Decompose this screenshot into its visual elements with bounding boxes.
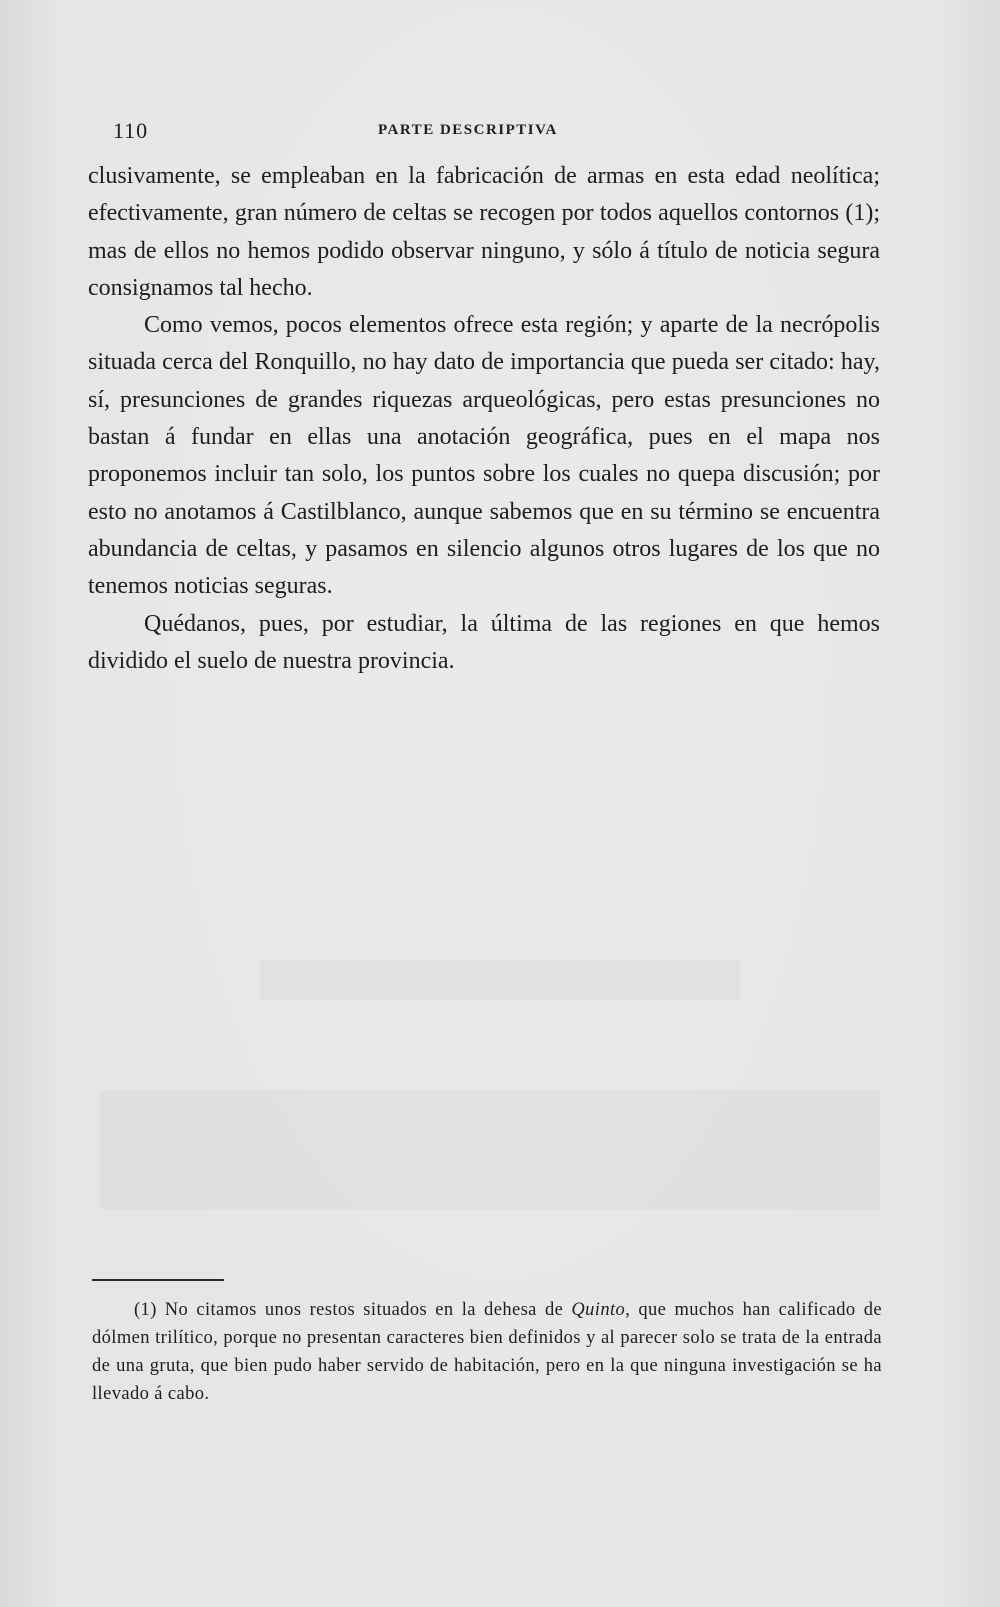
body-text [88, 158, 880, 680]
paragraph: Quédanos, pues, por estudiar, la última de las regiones en que hemos dividido el suelo de nuestra provincia. [88, 610, 880, 674]
paragraph: Como vemos, pocos elementos ofrece esta región; y aparte de la necrópolis situada cerca del Ronquillo, no hay dato de importancia que pueda ser citado: hay, sí, presunciones de grandes riquezas arqueológicas, pero estas presunciones no bastan á fundar en ellas una anotación geográfica, pues en el mapa nos proponemos incluir tan solo, los puntos sobre los cuales no quepa discusión; por esto no anotamos á Castilblanco, aunque sabemos que en su término se encuentra abundancia de celtas, y pasamos en silencio algunos otros lugares de los que no tenemos noticias seguras. [88, 312, 880, 600]
paragraph: clusivamente, se empleaban en la fabricación de armas en esta edad neolítica; efectivamente, gran número de celtas se recogen por todos aquellos contornos (1); mas de ellos no hemos podido observar ninguno, y sólo á título de noticia segura consignamos tal hecho. [88, 163, 880, 301]
footnote-text-start: No citamos unos restos situados en la dehesa de [164, 1300, 572, 1320]
page-number: 110 [113, 118, 149, 143]
running-head: PARTE DESCRIPTIVA [378, 122, 558, 138]
footnote-place-name: Quinto [571, 1300, 626, 1320]
footnote [92, 1296, 882, 1408]
footnote-divider [92, 1279, 224, 1281]
bleed-through-shade [260, 960, 740, 1000]
page-header [0, 118, 1000, 148]
bleed-through-shade [100, 1090, 880, 1210]
footnote-text-end: , que muchos han calificado de dólmen trilítico, porque no presentan caracteres bien definidos y al parecer solo se trata de la entrada de una gruta, que bien pudo haber servido de habitación, pero en la que ninguna investigación se ha llevado á cabo. [92, 1300, 882, 1404]
footnote-marker: (1) [134, 1300, 157, 1320]
